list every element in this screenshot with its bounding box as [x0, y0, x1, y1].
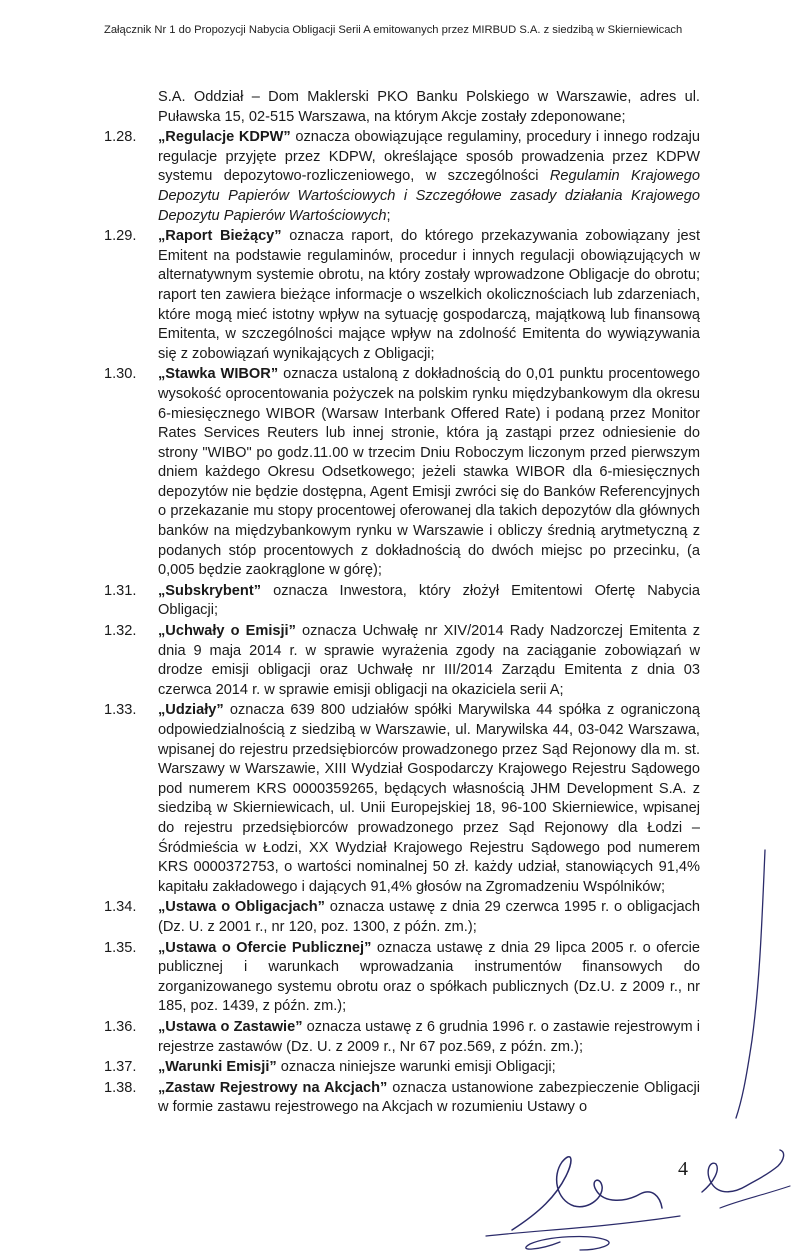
definition-text: „Ustawa o Zastawie” oznacza ustawę z 6 grudnia 1996 r. o zastawie rejestrowym i rejestrze zastawów (Dz. U. z 2009 r., Nr 67 poz.569, z późn. zm.); [158, 1018, 700, 1055]
margin-stroke [736, 850, 765, 1118]
definition-text: „Ustawa o Ofercie Publicznej” oznacza ustawę z dnia 29 lipca 2005 r. o ofercie publicznej i warunkach wprowadzania instrumentów finansowych do zorganizowanego systemu obrotu oraz o spółkach publicznych (Dz.U. z 2009 r., nr 185, poz. 1439, z późn. zm.); [158, 939, 700, 1015]
definition-number: 1.28. [104, 129, 137, 146]
definition-1-32 [104, 622, 700, 700]
definition-text: „Ustawa o Obligacjach” oznacza ustawę z dnia 29 czerwca 1995 r. o obligacjach (Dz. U. z 2001 r., nr 120, poz. 1300, z późn. zm.); [158, 899, 700, 935]
definition-term: „Regulacje KDPW” [158, 129, 291, 146]
definition-text: „Uchwały o Emisji” oznacza Uchwałę nr XIV/2014 Rady Nadzorczej Emitenta z dnia 9 maja 2014 r. w sprawie wyrażenia zgody na zaciąganie zobowiązań w drodze emisji obligacji oraz Uchwałę nr III/2014 Zarządu Emitenta z dnia 03 czerwca 2014 r. w sprawie emisji obligacji na okaziciela serii A; [158, 623, 700, 698]
definition-1-35 [104, 939, 700, 1017]
definition-text: „Zastaw Rejestrowy na Akcjach” oznacza ustanowione zabezpieczenie Obligacji w formie zastawu rejestrowego na Akcjach w rozumieniu Ustawy o [158, 1079, 700, 1116]
document-body [104, 88, 700, 1118]
definition-term: „Ustawa o Zastawie” [158, 1018, 303, 1035]
definition-number: 1.34. [104, 899, 137, 916]
definition-number: 1.38. [104, 1079, 137, 1096]
definition-number: 1.31. [104, 582, 137, 599]
definition-1-29 [104, 227, 700, 364]
definition-number: 1.35. [104, 939, 137, 956]
definition-number: 1.33. [104, 702, 137, 719]
definition-text: „Warunki Emisji” oznacza niniejsze warunki emisji Obligacji; [158, 1059, 556, 1076]
definition-number: 1.30. [104, 366, 137, 383]
definition-number: 1.29. [104, 228, 137, 245]
definition-text: „Regulacje KDPW” oznacza obowiązujące regulaminy, procedury i innego rodzaju regulacje przyjęte przez KDPW, określające sposób prowadzenia przez KDPW systemu depozytowo-rozliczeniowego, w szczególności Regulamin Krajowego Depozytu Papierów Wartościowych i Szczegółowe zasady działania Krajowego Depozytu Papierów Wartościowych; [158, 129, 700, 224]
definition-term: „Subskrybent” [158, 582, 261, 599]
definition-number: 1.32. [104, 623, 137, 640]
signature-loop [526, 1237, 609, 1250]
definition-1-36 [104, 1018, 700, 1057]
definition-term: „Stawka WIBOR” [158, 366, 279, 383]
definition-1-28 [104, 128, 700, 226]
definition-1-33 [104, 701, 700, 897]
definition-term: „Ustawa o Ofercie Publicznej” [158, 939, 372, 956]
definition-text: „Raport Bieżący” oznacza raport, do którego przekazywania zobowiązany jest Emitent na podstawie regulaminów, procedur i innych regulacji obowiązujących w alternatywnym systemie obrotu, na który zostały wprowadzone Obligacje do obrotu; raport ten zawiera bieżące informacje o wszelkich okolicznościach lub zdarzeniach, które mogą mieć istotny wpływ na sytuację gospodarczą, majątkową lub finansową Emitenta, w szczególności mające wpływ na zdolność Emitenta do wywiązywania się z zobowiązań wynikających z Obligacji; [158, 228, 701, 362]
definition-number: 1.36. [104, 1018, 137, 1035]
page-header: Załącznik Nr 1 do Propozycji Nabycia Obligacji Serii A emitowanych przez MIRBUD S.A. z siedzibą w Skierniewicach [104, 24, 683, 36]
definition-term: „Uchwały o Emisji” [158, 623, 296, 640]
definition-text: „Stawka WIBOR” oznacza ustaloną z dokładnością do 0,01 punktu procentowego wysokość oprocentowania pożyczek na polskim rynku międzybankowym dla okresu 6-miesięcznego WIBOR (Warsaw Interbank Offered Rate) i podaną przez Monitor Rates Services Reuters lub innej stronie, która ją zastąpi przez odniesienie do strony "WIBO" po godz.11.00 w trzecim Dniu Roboczym liczonym przed pierwszym dniem każdego Okresu Odsetkowego; jeżeli stawka WIBOR dla 6-miesięcznych depozytów nie będzie dostępna, Agent Emisji zwróci się do Banków Referencyjnych o przekazanie mu stopy procentowej oferowanej dla takich depozytów dla głównych banków na międzybankowym rynku w Warszawie i obliczy średnią arytmetyczną z podanych stóp procentowych z dokładnością do dwóch miejsc po przecinku, (a 0,005 będzie zaokrąglone w górę); [158, 366, 701, 579]
definition-1-31 [104, 582, 700, 621]
definition-1-34 [104, 898, 700, 937]
signature-primary [512, 1157, 662, 1230]
definition-1-37 [104, 1058, 700, 1078]
signature-underline [486, 1216, 680, 1236]
regulation-title: Regulamin Krajowego Depozytu Papierów Wartościowych i Szczegółowe zasady działania Krajowego Depozytu Papierów Wartościowych [158, 168, 700, 224]
definition-term: „Warunki Emisji” [158, 1059, 277, 1076]
signature-secondary [702, 1150, 784, 1192]
definition-number: 1.37. [104, 1059, 137, 1076]
definition-text: „Udziały” oznacza 639 800 udziałów spółki Marywilska 44 spółka z ograniczoną odpowiedzialnością z siedzibą w Warszawie, ul. Marywilska 44, 03-042 Warszawa, wpisanej do rejestru przedsiębiorców prowadzonego przez Sąd Rejonowy dla m. st. Warszawy w Warszawie, XIII Wydział Gospodarczy Krajowego Rejestru Sądowego pod numerem KRS 0000359265, będących własnością JHM Development S.A. z siedzibą w Skierniewicach, ul. Unii Europejskiej 18, 96-100 Skierniewice, wpisanej do rejestru przedsiębiorców prowadzonego przez Sąd Rejonowy dla Łodzi – Śródmieścia w Łodzi, XX Wydział Krajowego Rejestru Sądowego pod numerem KRS 0000372753, o wartości nominalnej 50 zł. każdy udział, stanowiących 91,4% kapitału zakładowego i dających 91,4% głosów na Zgromadzeniu Wspólników; [158, 702, 700, 895]
definition-text: „Subskrybent” oznacza Inwestora, który złożył Emitentowi Ofertę Nabycia Obligacji; [158, 582, 700, 619]
definition-term: „Zastaw Rejestrowy na Akcjach” [158, 1079, 388, 1096]
page-number: 4 [678, 1158, 688, 1180]
definition-term: „Raport Bieżący” [158, 228, 282, 245]
signature-tail [720, 1186, 790, 1208]
definition-term: „Udziały” [158, 702, 224, 719]
definition-1-38 [104, 1079, 700, 1118]
definition-1-30 [104, 365, 700, 581]
definition-term: „Ustawa o Obligacjach” [158, 899, 325, 916]
continued-paragraph: S.A. Oddział – Dom Maklerski PKO Banku Polskiego w Warszawie, adres ul. Puławska 15, 02-515 Warszawa, na którym Akcje zostały zdeponowane; [158, 89, 700, 125]
